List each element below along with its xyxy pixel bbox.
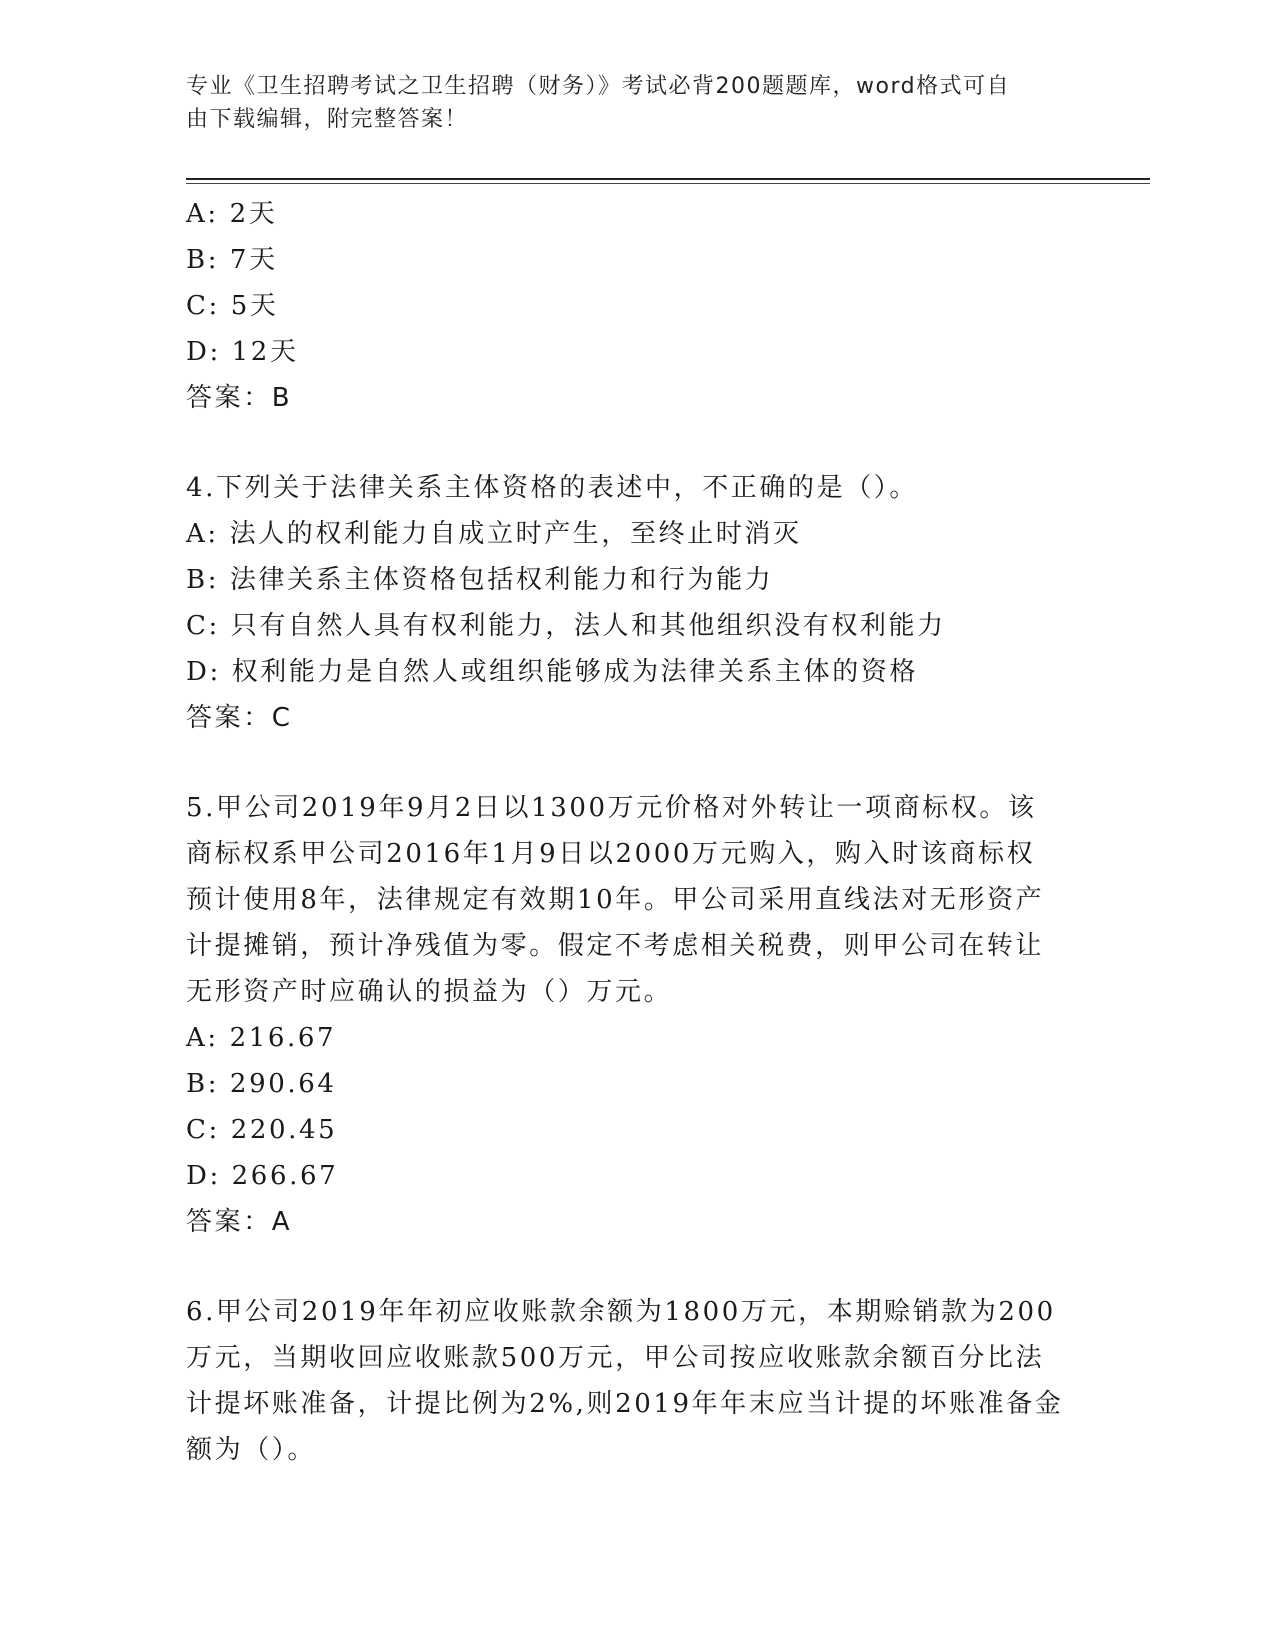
question-3-answer: 答案：B [186,383,293,413]
question-5-option-c: C: 220.45 [186,1115,338,1145]
header-divider-thin [186,183,1150,184]
question-4-option-c: C: 只有自然人具有权利能力，法人和其他组织没有权利能力 [186,611,946,641]
question-6-stem-line: 6.甲公司2019年年初应收账款余额为1800万元，本期赊销款为200 [186,1297,1056,1327]
question-5-stem-line: 计提摊销，预计净残值为零。假定不考虑相关税费，则甲公司在转让 [186,931,1045,961]
question-5-option-b: B: 290.64 [186,1069,337,1099]
header-line-1: 专业《卫生招聘考试之卫生招聘（财务）》考试必背200题题库，word格式可自 [186,74,1011,99]
header-divider-thick [186,178,1150,180]
question-5-answer: 答案：A [186,1207,293,1237]
question-content [186,191,1086,1473]
question-5-option-a: A: 216.67 [186,1023,337,1053]
question-5-stem-line: 预计使用8年，法律规定有效期10年。甲公司采用直线法对无形资产 [186,885,1045,915]
question-5 [186,785,1086,1245]
question-3-option-a: A: 2天 [186,199,278,229]
question-6-stem [186,1289,1086,1473]
question-4-option-b: B: 法律关系主体资格包括权利能力和行为能力 [186,565,774,595]
question-6-stem-line: 计提坏账准备，计提比例为2%,则2019年年末应当计提的坏账准备金 [186,1389,1064,1419]
question-4-option-d: D: 权利能力是自然人或组织能够成为法律关系主体的资格 [186,657,919,687]
question-5-stem [186,785,1086,1015]
document-header [186,70,1066,136]
question-5-stem-line: 5.甲公司2019年9月2日以1300万元价格对外转让一项商标权。该 [186,793,1037,823]
question-4 [186,465,1086,741]
question-4-answer: 答案：C [186,703,293,733]
question-6 [186,1289,1086,1473]
question-5-stem-line: 无形资产时应确认的损益为（）万元。 [186,977,673,1007]
question-3-option-d: D: 12天 [186,337,299,367]
question-6-stem-line: 万元，当期收回应收账款500万元，甲公司按应收账款余额百分比法 [186,1343,1045,1373]
question-3-option-b: B: 7天 [186,245,278,275]
question-3-options [186,191,1086,421]
question-6-stem-line: 额为（）。 [186,1435,317,1465]
question-4-option-a: A: 法人的权利能力自成立时产生，至终止时消灭 [186,519,802,549]
header-line-2: 由下载编辑，附完整答案！ [186,107,469,132]
question-3-option-c: C: 5天 [186,291,279,321]
question-5-stem-line: 商标权系甲公司2016年1月9日以2000万元购入，购入时该商标权 [186,839,1036,869]
question-4-stem: 4.下列关于法律关系主体资格的表述中，不正确的是（）。 [186,473,919,503]
question-5-option-d: D: 266.67 [186,1161,339,1191]
